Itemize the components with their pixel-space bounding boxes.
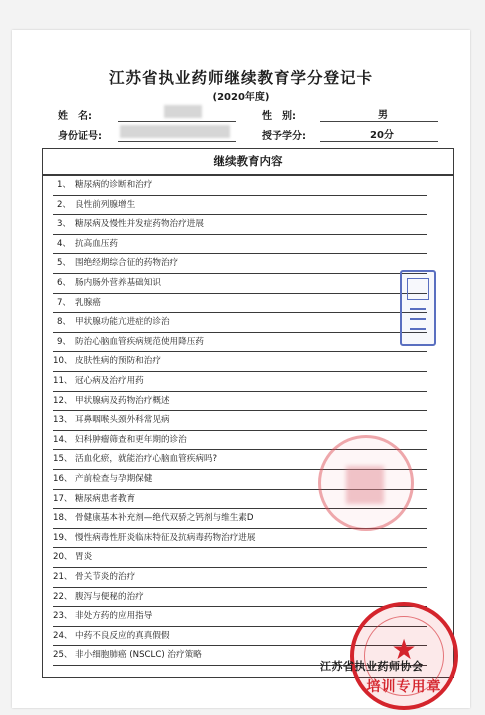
- list-item: [53, 197, 427, 216]
- item-text: 慢性病毒性肝炎临床特征及抗病毒药物治疗进展: [75, 532, 256, 543]
- list-item: [53, 177, 427, 196]
- item-number: 10、: [53, 356, 73, 367]
- list-item: [53, 569, 427, 588]
- list-item: [53, 353, 427, 372]
- item-text: 甲状腺功能亢进症的诊治: [75, 317, 170, 328]
- item-number: 23、: [53, 611, 73, 622]
- gender-value: 男: [378, 110, 388, 121]
- card-title: 江苏省执业药师继续教育学分登记卡: [108, 69, 373, 87]
- item-number: 7、: [56, 297, 71, 308]
- course-list-frame: [42, 148, 454, 678]
- item-text: 良性前列腺增生: [75, 199, 136, 210]
- list-item: [53, 314, 427, 333]
- item-text: 耳鼻咽喉头颈外科常见病: [75, 415, 170, 426]
- list-item: [53, 236, 427, 255]
- list-item: [53, 549, 427, 568]
- item-text: 糖尿病患者教育: [75, 493, 136, 504]
- item-number: 4、: [56, 238, 71, 249]
- item-number: 1、: [56, 180, 71, 190]
- stamp-line: [410, 328, 426, 330]
- list-item: [53, 216, 427, 235]
- stamp-line: [410, 318, 426, 320]
- item-number: 5、: [56, 258, 71, 269]
- blue-verification-stamp: [400, 270, 436, 346]
- item-text: 乳腺癌: [75, 297, 101, 308]
- id-number-redacted: [120, 125, 230, 138]
- item-number: 6、: [56, 278, 71, 288]
- list-item: [53, 412, 427, 431]
- id-label: 身份证号:: [58, 131, 102, 142]
- list-item: [53, 373, 427, 392]
- name-underline: [118, 121, 236, 122]
- list-item: [53, 589, 427, 608]
- item-number: 14、: [53, 434, 73, 445]
- item-text: 冠心病及治疗用药: [75, 376, 144, 386]
- item-text: 非处方药的应用指导: [75, 611, 153, 622]
- item-number: 2、: [56, 199, 71, 210]
- list-item: [53, 334, 427, 353]
- card-year: (2020年度): [212, 92, 270, 103]
- frame-divider: [43, 174, 453, 176]
- item-text: 非小细胞肺癌 (NSCLC) 治疗策略: [75, 650, 202, 661]
- item-text: 糖尿病及慢性并发症药物治疗进展: [75, 219, 204, 230]
- item-number: 22、: [53, 591, 73, 602]
- item-number: 3、: [56, 219, 71, 230]
- id-underline: [118, 141, 236, 142]
- gender-label: 性 别:: [262, 111, 296, 122]
- item-text: 胃炎: [75, 552, 93, 563]
- list-item: [53, 393, 427, 412]
- item-number: 19、: [53, 532, 73, 543]
- item-text: 肠内肠外营养基础知识: [75, 278, 161, 288]
- item-text: 活血化瘀，就能治疗心脑血管疾病吗?: [75, 454, 218, 465]
- name-label: 姓 名:: [58, 111, 92, 122]
- star-icon: ★: [391, 633, 417, 666]
- item-number: 8、: [56, 317, 71, 328]
- item-text: 甲状腺病及药物治疗概述: [75, 395, 170, 406]
- item-number: 20、: [53, 552, 73, 563]
- association-red-seal: [350, 602, 458, 710]
- item-text: 防治心脑血管疾病规范使用降压药: [75, 336, 204, 347]
- credits-value: 20分: [370, 130, 394, 141]
- item-number: 15、: [53, 454, 73, 465]
- list-item: [53, 275, 427, 294]
- item-number: 13、: [53, 415, 73, 426]
- item-text: 骨关节炎的治疗: [75, 572, 136, 582]
- seal-bottom-text: 培训专用章: [366, 679, 442, 695]
- credits-underline: [320, 141, 438, 142]
- item-number: 21、: [53, 572, 73, 582]
- item-text: 妇科肿瘤筛查和更年期的诊治: [75, 434, 187, 445]
- item-number: 17、: [53, 493, 73, 504]
- stamp-square: [407, 278, 429, 300]
- item-number: 11、: [53, 376, 73, 386]
- item-text: 产前检查与孕期保健: [75, 474, 153, 484]
- credits-label: 授予学分:: [262, 131, 306, 142]
- list-item: [53, 530, 427, 549]
- item-text: 抗高血压药: [75, 238, 118, 249]
- name-redacted: [164, 105, 202, 118]
- item-text: 骨健康基本补充剂—绝代双骄之钙剂与维生素D: [75, 513, 254, 524]
- gender-underline: [320, 121, 438, 122]
- item-number: 12、: [53, 395, 73, 406]
- registration-card: [12, 30, 470, 708]
- item-number: 16、: [53, 474, 73, 484]
- issuing-organization: 江苏省执业药师协会: [320, 660, 424, 673]
- list-item: [53, 255, 427, 274]
- item-number: 9、: [56, 336, 71, 347]
- list-item: [53, 295, 427, 314]
- faint-red-seal: [318, 435, 414, 531]
- item-number: 18、: [53, 513, 73, 524]
- item-text: 围绝经期综合征的药物治疗: [75, 258, 179, 269]
- item-text: 糖尿病的诊断和治疗: [75, 180, 153, 190]
- item-text: 皮肤性病的预防和治疗: [75, 356, 161, 367]
- seal-redacted: [346, 466, 384, 504]
- stamp-line: [410, 308, 426, 310]
- item-text: 腹泻与便秘的治疗: [75, 591, 144, 602]
- item-number: 25、: [53, 650, 73, 661]
- course-list-title: 继续教育内容: [213, 154, 283, 168]
- item-number: 24、: [53, 630, 73, 641]
- item-text: 中药不良反应的真真假假: [75, 630, 170, 641]
